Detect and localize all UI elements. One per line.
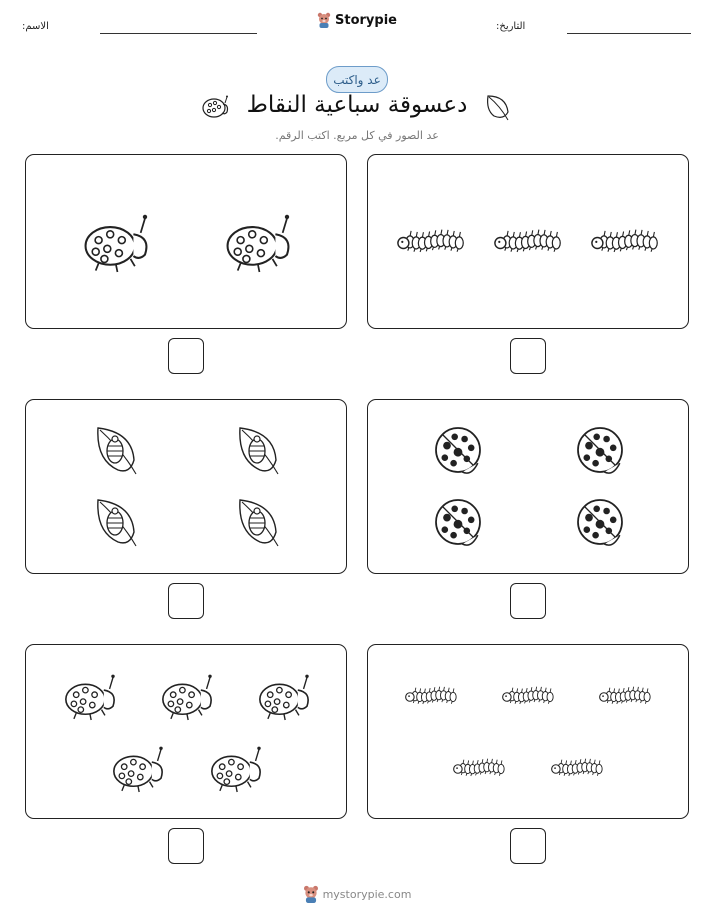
- caterpillar-item: [600, 687, 650, 704]
- answer-box-3[interactable]: [510, 583, 546, 619]
- answer-box-2[interactable]: [168, 338, 204, 374]
- ladybug-item: [163, 675, 212, 720]
- activity-badge: عد واكتب: [326, 66, 388, 93]
- counting-panel-5: [367, 644, 689, 819]
- caterpillar-item: [495, 230, 560, 252]
- panel-items: [368, 400, 690, 575]
- caterpillar-item: [592, 230, 657, 252]
- page-title: دعسوقة سباعية النقاط: [246, 92, 468, 118]
- ladybug-item: [212, 747, 261, 792]
- brand-logo: [0, 12, 714, 28]
- date-label: التاريخ:: [496, 21, 526, 32]
- ladybug-top-item: [436, 428, 480, 473]
- ladybug-top-item: [436, 500, 480, 545]
- panel-items: [368, 645, 690, 820]
- caterpillar-item: [398, 230, 463, 252]
- answer-box-5[interactable]: [510, 828, 546, 864]
- ladybug-item: [228, 215, 290, 272]
- footer: [0, 885, 714, 903]
- panel-items: [26, 155, 348, 330]
- answer-box-4[interactable]: [168, 583, 204, 619]
- panel-items: [368, 155, 690, 330]
- leaf-larva-item: [240, 428, 278, 474]
- name-label: الاسم:: [22, 21, 49, 32]
- panel-items: [26, 400, 348, 575]
- ladybug-item: [114, 747, 163, 792]
- answer-box-1[interactable]: [510, 338, 546, 374]
- counting-panel-4: [25, 399, 347, 574]
- bear-mascot-icon: [303, 885, 319, 903]
- ladybug-top-item: [578, 500, 622, 545]
- ladybug-item: [66, 675, 115, 720]
- counting-panel-1: [367, 154, 689, 329]
- name-line[interactable]: [100, 33, 257, 34]
- caterpillar-item: [406, 687, 456, 704]
- counting-panel-2: [25, 154, 347, 329]
- ladybug-top-item: [578, 428, 622, 473]
- ladybug-item: [86, 215, 148, 272]
- counting-panel-3: [367, 399, 689, 574]
- leaf-icon: [482, 92, 512, 124]
- leaf-larva-item: [98, 428, 136, 474]
- date-line[interactable]: [567, 33, 691, 34]
- caterpillar-item: [552, 759, 602, 776]
- brand-name: Storypie: [335, 12, 397, 28]
- leaf-larva-item: [98, 500, 136, 546]
- leaf-larva-item: [240, 500, 278, 546]
- caterpillar-item: [454, 759, 504, 776]
- answer-box-6[interactable]: [168, 828, 204, 864]
- instructions-text: عد الصور في كل مربع. اكتب الرقم.: [275, 129, 439, 142]
- caterpillar-item: [503, 687, 553, 704]
- bear-mascot-icon: [317, 12, 331, 28]
- ladybug-item: [260, 675, 309, 720]
- footer-site: mystorypie.com: [322, 887, 412, 901]
- counting-panel-6: [25, 644, 347, 819]
- panel-items: [26, 645, 348, 820]
